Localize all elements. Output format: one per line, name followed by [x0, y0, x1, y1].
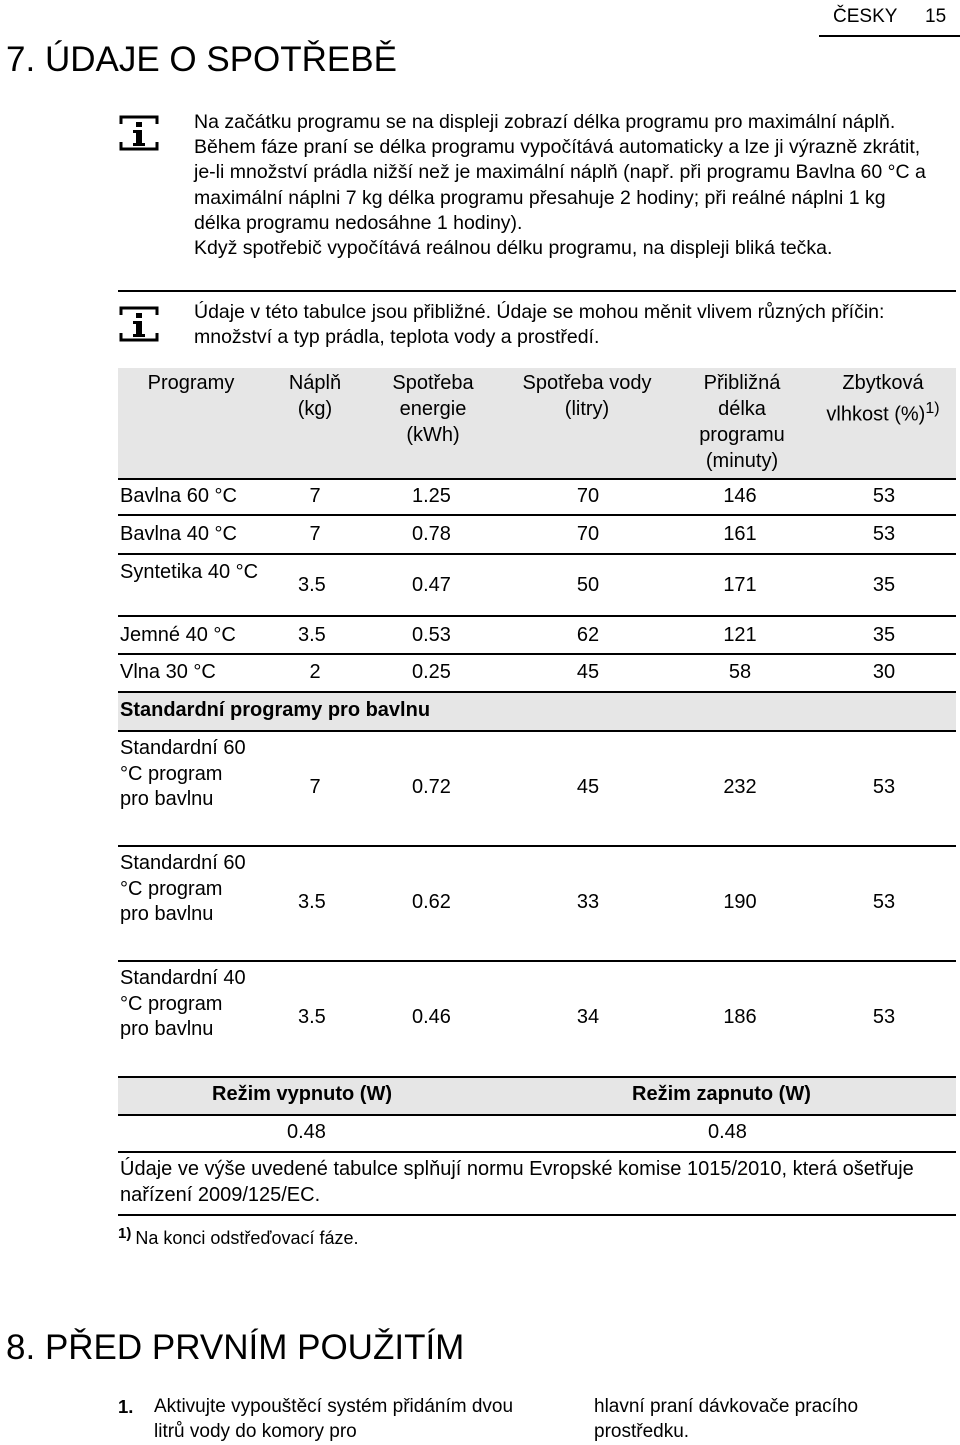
step-number: 1.	[118, 1396, 134, 1417]
cell-energy: 0.53	[412, 624, 451, 646]
divider	[118, 615, 956, 617]
compliance-note: Údaje ve výše uvedené tabulce splňují normu Evropské komise 1015/2010, která ošetřuje nařízení 2009/125/EC.	[120, 1158, 914, 1206]
header-divider	[819, 35, 960, 37]
cell-energy: 1.25	[412, 485, 451, 507]
cell-load: 3.5	[298, 574, 326, 596]
divider	[118, 1114, 956, 1116]
divider	[118, 290, 956, 292]
note-line: Když spotřebič vypočítává reálnou délku programu, na displeji bliká tečka.	[194, 237, 833, 260]
cell-load: 3.5	[298, 891, 326, 913]
cell-duration: 190	[723, 891, 757, 913]
mode-off-value: 0.48	[287, 1121, 326, 1143]
col-header-energy: Spotřeba energie (kWh)	[392, 372, 474, 446]
cell-duration: 161	[723, 523, 757, 545]
note-line: Na začátku programu se na displeji zobrazí délka programu pro maximální náplň.	[194, 111, 896, 133]
header-language: ČESKY	[833, 6, 898, 27]
cell-humidity: 53	[872, 891, 896, 913]
footnote-text: Na konci odstřeďovací fáze.	[135, 1228, 359, 1248]
cell-program: Bavlna 60 °C	[120, 485, 237, 507]
cell-load: 3.5	[298, 1006, 326, 1028]
cell-water: 34	[576, 1006, 600, 1028]
cell-water: 62	[576, 624, 600, 646]
divider	[118, 478, 956, 480]
cell-water: 50	[576, 574, 600, 596]
cell-duration: 171	[723, 574, 757, 596]
info-icon	[118, 114, 160, 152]
cell-humidity: 35	[872, 574, 896, 596]
col-header-water: Spotřeba vody (litry)	[522, 372, 652, 420]
mode-on-value: 0.48	[708, 1121, 747, 1143]
divider	[118, 960, 956, 962]
note-line: Během fáze praní se délka programu vypočítává automaticky a lze ji výrazně zkrátit, je-li množství prádla nižší než je maximální náplň (např. při programu Bavlna 60 °C a maximální náplni 7 kg délka programu přesahuje 2 hodiny; při reálné náplni 1 kg délka programu nedosáhne 1 hodiny).	[194, 136, 926, 234]
cell-program: Standardní 60 °C program pro bavlnu	[120, 852, 246, 925]
col-header-programs: Programy	[147, 372, 235, 394]
mode-on-label: Režim zapnuto (W)	[632, 1083, 811, 1105]
cell-water: 70	[576, 485, 600, 507]
cell-program: Jemné 40 °C	[120, 624, 236, 646]
footnote	[118, 1225, 359, 1249]
section-7-title-text: ÚDAJE O SPOTŘEBĚ	[44, 40, 397, 79]
cell-energy: 0.78	[412, 523, 451, 545]
section-8-title-text: PŘED PRVNÍM POUŽITÍM	[44, 1328, 465, 1367]
divider	[118, 653, 956, 655]
cell-humidity: 53	[872, 1006, 896, 1028]
note-program-duration	[194, 110, 934, 261]
cell-water: 33	[576, 891, 600, 913]
col-header-load: Náplň (kg)	[288, 372, 342, 420]
cell-humidity: 53	[872, 485, 896, 507]
mode-off-label: Režim vypnuto (W)	[212, 1083, 392, 1105]
col-header-humidity	[820, 370, 946, 428]
info-icon	[118, 305, 160, 343]
section-8-number: 8.	[6, 1328, 36, 1367]
cell-load: 3.5	[298, 624, 326, 646]
cell-duration: 121	[723, 624, 757, 646]
cell-energy: 0.46	[412, 1006, 451, 1028]
cell-humidity: 53	[872, 523, 896, 545]
divider	[118, 514, 956, 516]
cell-energy: 0.62	[412, 891, 451, 913]
cell-water: 45	[576, 661, 600, 683]
section-7-title	[6, 40, 397, 80]
footnote-marker: 1)	[118, 1225, 132, 1242]
cell-energy: 0.72	[412, 776, 451, 798]
cell-load: 7	[309, 523, 321, 545]
cell-program: Standardní 40 °C program pro bavlnu	[120, 967, 246, 1040]
cell-humidity: 53	[872, 776, 896, 798]
cell-water: 45	[576, 776, 600, 798]
col-header-duration: Přibližná délka programu (minuty)	[699, 372, 785, 472]
cell-program: Vlna 30 °C	[120, 661, 216, 683]
divider	[118, 845, 956, 847]
cell-program: Bavlna 40 °C	[120, 523, 237, 545]
cell-duration: 186	[723, 1006, 757, 1028]
note-approximate-values: Údaje v této tabulce jsou přibližné. Údaje se mohou měnit vlivem různých příčin: množství a typ prádla, teplota vody a prostředí.	[194, 301, 885, 349]
section-8-title	[6, 1328, 464, 1368]
cell-duration: 146	[723, 485, 757, 507]
standard-programs-heading: Standardní programy pro bavlnu	[120, 699, 431, 721]
cell-load: 7	[309, 485, 321, 507]
step-text-column-2: hlavní praní dávkovače pracího prostředku.	[594, 1396, 859, 1442]
cell-humidity: 35	[872, 624, 896, 646]
cell-load: 7	[309, 776, 321, 798]
cell-load: 2	[309, 661, 321, 683]
cell-humidity: 30	[872, 661, 896, 683]
cell-duration: 232	[723, 776, 757, 798]
cell-energy: 0.25	[412, 661, 451, 683]
cell-energy: 0.47	[412, 574, 451, 596]
cell-duration: 58	[728, 661, 752, 683]
section-7-number: 7.	[6, 40, 36, 79]
step-text-column-1: Aktivujte vypouštěcí systém přidáním dvou litrů vody do komory pro	[154, 1396, 514, 1442]
divider	[118, 553, 956, 555]
divider	[118, 1151, 956, 1153]
col-header-humidity-text: Zbytková vlhkost (%)	[826, 372, 926, 426]
divider	[118, 1214, 956, 1216]
divider	[118, 730, 956, 732]
cell-program: Syntetika 40 °C	[120, 561, 259, 583]
cell-program: Standardní 60 °C program pro bavlnu	[120, 737, 246, 810]
cell-water: 70	[576, 523, 600, 545]
page-number: 15	[925, 6, 947, 27]
footnote-marker: 1)	[925, 400, 940, 417]
